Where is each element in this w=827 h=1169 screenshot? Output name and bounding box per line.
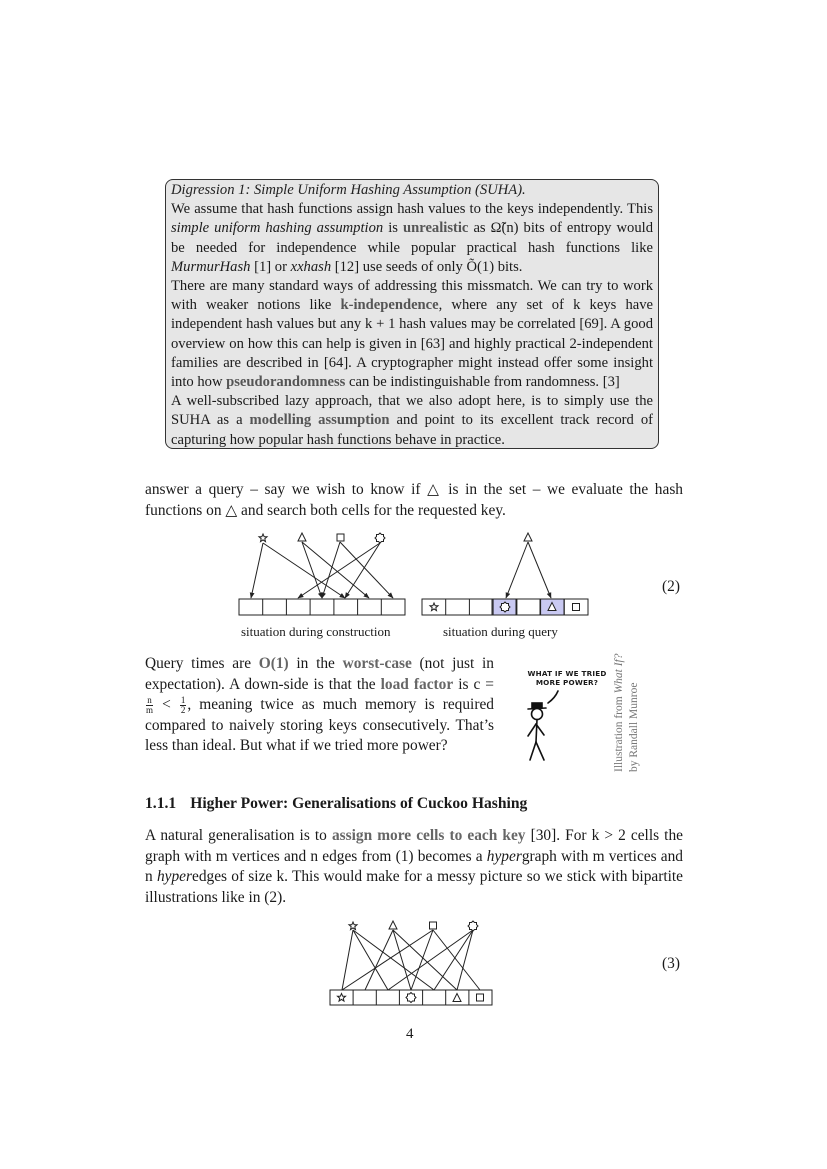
square-icon bbox=[337, 534, 344, 541]
clover-icon bbox=[375, 533, 385, 543]
page-number: 4 bbox=[406, 1026, 414, 1042]
digression-paragraph-1: We assume that hash functions assign hash values to the keys independently. This simple uniform hashing assumption is unrealistic as Ω̃(n) bits of entropy would be needed for independence while popular practical hash functions like MurmurHash [1] or xxhash [12] use seeds of only Õ(1) bits. bbox=[171, 201, 653, 275]
clover-icon bbox=[406, 993, 416, 1003]
paragraph-generalisation: A natural generalisation is to assign more cells to each key [30]. For k > 2 cells the graph with m vertices and n edges from (1) becomes a hypergraph with m vertices and n hyperedges of size k. This would make for a messy picture so we stick with bipartite illustrations like in (2). bbox=[145, 827, 684, 906]
illustration-credit: Illustration from What If? by Randall Munroe bbox=[613, 653, 640, 772]
star-icon bbox=[349, 922, 357, 930]
equation-number-3: (3) bbox=[662, 955, 680, 972]
section-heading: 1.1.1 Higher Power: Generalisations of Cuckoo Hashing bbox=[145, 795, 528, 812]
caption-query: situation during query bbox=[443, 624, 558, 639]
comic-illustration bbox=[514, 668, 609, 768]
digression-paragraph-3: A well-subscribed lazy approach, that we also adopt here, is to simply use the SUHA as a modelling assumption and point to its excellent track record of capturing how popular hash functions behave in practice. bbox=[171, 393, 653, 448]
figure-construction-query bbox=[230, 528, 600, 620]
caption-construction: situation during construction bbox=[241, 624, 391, 639]
hypergraph-edges bbox=[342, 930, 480, 990]
equation-number-2: (2) bbox=[662, 578, 680, 595]
comic-speech: WHAT IF WE TRIED MORE POWER? bbox=[527, 669, 607, 687]
fraction-one-half: $\frac{1}{2}$ bbox=[180, 694, 186, 715]
fraction-n-over-m: $\frac{n}{m}$ bbox=[146, 694, 154, 715]
triangle-icon bbox=[298, 533, 306, 541]
square-icon bbox=[430, 922, 437, 929]
triangle-icon bbox=[389, 921, 397, 929]
star-icon bbox=[259, 534, 267, 542]
digression-box bbox=[165, 179, 659, 449]
digression-paragraph-2: There are many standard ways of addressing this missmatch. We can try to work with weaker notions like k-independence, where any set of k keys have independent hash values but any k + 1 hash values may be correlated [69]. A good overview on how this can help is given in [63] and highly practical 2-independent families are described in [64]. A cryptographer might instead offer some insight into how pseudorandomness can be indistinguishable from randomness. [3] bbox=[171, 278, 653, 391]
query-edges bbox=[506, 542, 551, 598]
digression-title: Digression 1: Simple Uniform Hashing Assumption (SUHA). bbox=[171, 182, 526, 198]
square-icon bbox=[573, 604, 580, 611]
square-icon bbox=[477, 994, 484, 1001]
figure-hypergraph bbox=[322, 916, 502, 1008]
clover-icon bbox=[500, 602, 510, 612]
stick-figure-icon bbox=[514, 668, 609, 768]
construction-table bbox=[239, 599, 405, 615]
clover-icon bbox=[468, 921, 478, 931]
paragraph-query: answer a query – say we wish to know if △ is in the set – we evaluate the hash functions on △ and search both cells for the requested key. bbox=[145, 481, 683, 519]
paragraph-query-times: Query times are O(1) in the worst-case (not just in expectation). A down-side is that the load factor is c = $\frac{n}{m}$ < $\frac{1}{2}$ , meaning twice as much memory is required compared to naively storing keys consecutively. That’s less than ideal. But what if we tried more power? bbox=[145, 655, 494, 754]
triangle-icon bbox=[524, 533, 532, 541]
construction-edges bbox=[251, 542, 393, 598]
